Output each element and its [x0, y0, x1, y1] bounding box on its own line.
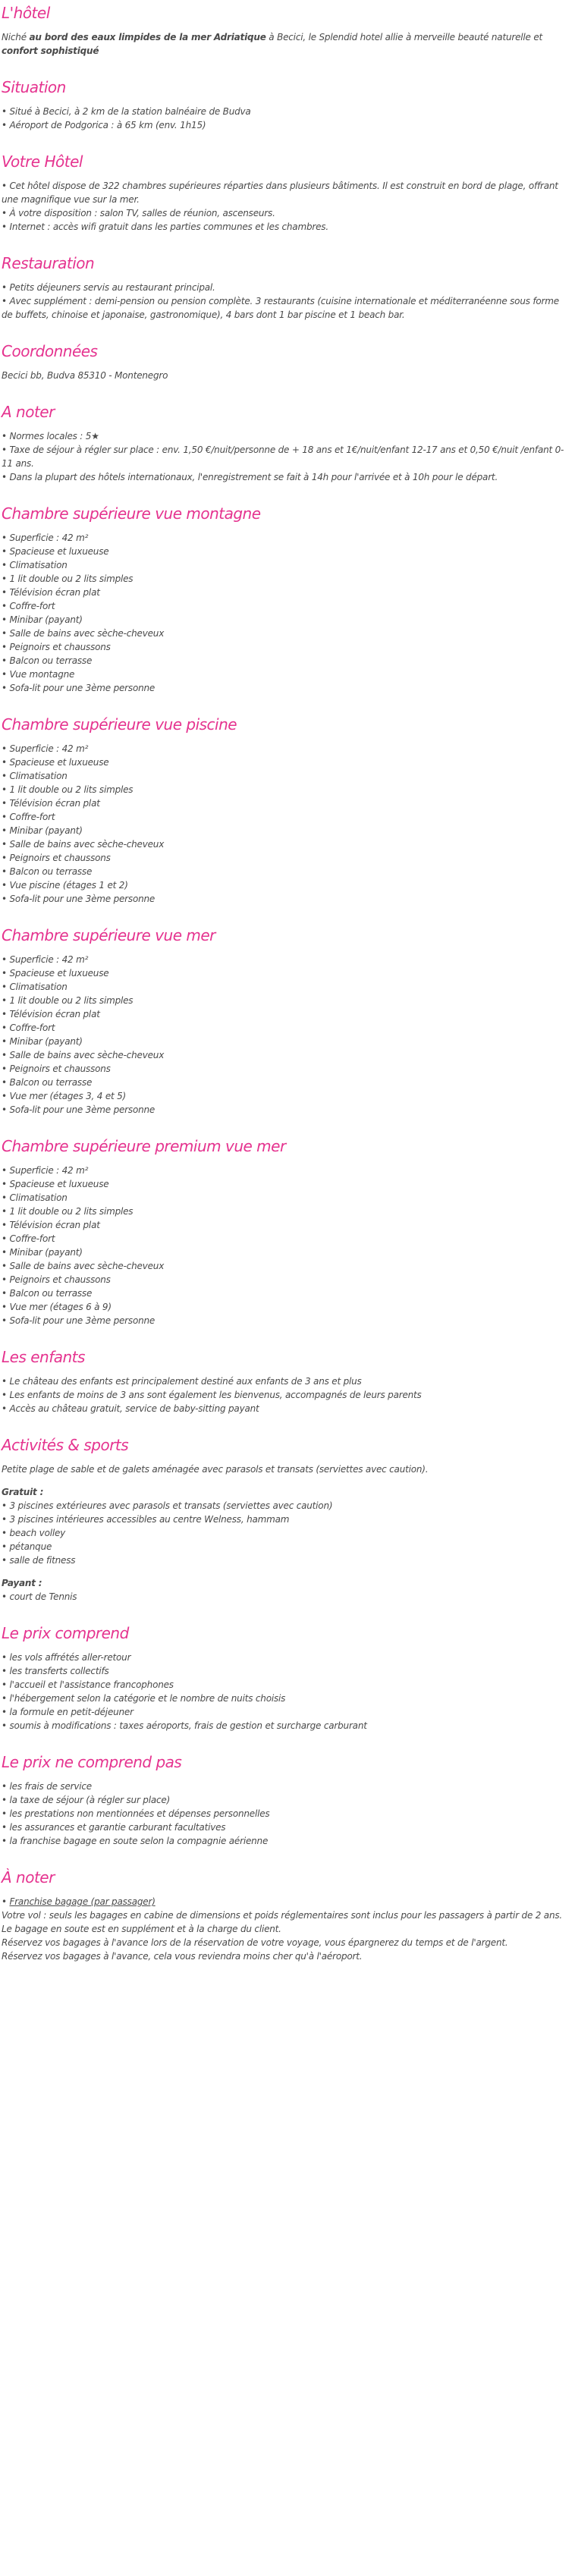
bagage-notes — [2, 1908, 572, 1963]
list-item: • Le château des enfants est principalement destiné aux enfants de 3 ans et plus — [2, 1374, 572, 1388]
list-item: • l'hébergement selon la catégorie et le nombre de nuits choisis — [2, 1692, 572, 1705]
franchise-bagage-link[interactable]: Franchise bagage (par passager) — [9, 1896, 156, 1907]
list-item: • les frais de service — [2, 1780, 572, 1793]
payant-label: Payant : — [2, 1578, 42, 1588]
list-item: • les assurances et garantie carburant facultatives — [2, 1820, 572, 1834]
hotel-address: Becici bb, Budva 85310 - Montenegro — [2, 370, 168, 381]
list-item: • 1 lit double ou 2 lits simples — [2, 994, 572, 1007]
list-item: • les transferts collectifs — [2, 1664, 572, 1678]
list-item: • Avec supplément : demi-pension ou pension complète. 3 restaurants (cuisine internationale et méditerranéenne sous forme de buffets, chinoise et japonaise, gastronomique), 4 bars dont 1 bar piscine et 1 beach bar. — [2, 294, 572, 322]
payant-list — [2, 1590, 572, 1604]
list-item: • Salle de bains avec sèche-cheveux — [2, 837, 572, 851]
list-item: • Peignoirs et chaussons — [2, 640, 572, 654]
list-item: • Internet : accès wifi gratuit dans les parties communes et les chambres. — [2, 220, 572, 234]
section-title-a-noter-bagages: À noter — [2, 1868, 55, 1886]
list-item: • Accès au château gratuit, service de baby-sitting payant — [2, 1402, 572, 1415]
list-item: • Sofa-lit pour une 3ème personne — [2, 681, 572, 695]
intro-text-middle: à Becici, le Splendid hotel allie à merveille beauté naturelle et — [266, 32, 543, 42]
list-item: • Dans la plupart des hôtels internationaux, l'enregistrement se fait à 14h pour l'arrivée et à 10h pour le départ. — [2, 470, 572, 484]
hotel-intro — [2, 30, 572, 58]
list-item: • la franchise bagage en soute selon la compagnie aérienne — [2, 1834, 572, 1848]
section-prix-ne-comprend — [2, 1752, 572, 1848]
list-item: • l'accueil et l'assistance francophones — [2, 1678, 572, 1692]
activites-intro: Petite plage de sable et de galets aménagée avec parasols et transats (serviettes avec caution). — [2, 1464, 429, 1475]
list-item: • 3 piscines extérieures avec parasols et transats (serviettes avec caution) — [2, 1499, 572, 1513]
note-line: Le bagage en soute est en supplément et à la charge du client. — [2, 1924, 281, 1934]
gratuit-list — [2, 1499, 572, 1567]
list-item: • Spacieuse et luxueuse — [2, 1177, 572, 1191]
list-item: • la taxe de séjour (à régler sur place) — [2, 1793, 572, 1807]
list-item: • Vue mer (étages 3, 4 et 5) — [2, 1089, 572, 1103]
note-line: Réservez vos bagages à l'avance, cela vous reviendra moins cher qu'à l'aéroport. — [2, 1951, 363, 1962]
list-item: • Balcon ou terrasse — [2, 1076, 572, 1089]
list-item: • Peignoirs et chaussons — [2, 1062, 572, 1076]
section-chambre-mer — [2, 925, 572, 1117]
section-enfants — [2, 1347, 572, 1415]
intro-bold-comfort: confort sophistiqué — [2, 46, 99, 56]
list-item: • Superficie : 42 m² — [2, 742, 572, 756]
list-item: • pétanque — [2, 1540, 572, 1553]
list-item: • Climatisation — [2, 1191, 572, 1205]
list-item: • Télévision écran plat — [2, 586, 572, 599]
list-item: • Les enfants de moins de 3 ans sont également les bienvenus, accompagnés de leurs parents — [2, 1388, 572, 1402]
list-item: • Salle de bains avec sèche-cheveux — [2, 627, 572, 640]
list-item: • Salle de bains avec sèche-cheveux — [2, 1259, 572, 1273]
spacer — [2, 1476, 572, 1485]
chambre-mer-list — [2, 953, 572, 1117]
chambre-montagne-list — [2, 531, 572, 695]
list-item: • beach volley — [2, 1526, 572, 1540]
section-chambre-montagne — [2, 504, 572, 695]
list-item: • 1 lit double ou 2 lits simples — [2, 1205, 572, 1218]
intro-bold-location: au bord des eaux limpides de la mer Adriatique — [29, 32, 266, 42]
list-item: • Situé à Becici, à 2 km de la station balnéaire de Budva — [2, 105, 572, 118]
list-item: • Normes locales : 5★ — [2, 429, 572, 443]
section-a-noter — [2, 402, 572, 484]
list-item: • soumis à modifications : taxes aéroports, frais de gestion et surcharge carburant — [2, 1719, 572, 1733]
section-restauration — [2, 253, 572, 322]
list-item: • Sofa-lit pour une 3ème personne — [2, 1103, 572, 1117]
list-item: • Coffre-fort — [2, 1232, 572, 1246]
spacer — [2, 1567, 572, 1576]
list-item: • Climatisation — [2, 980, 572, 994]
list-item: • 1 lit double ou 2 lits simples — [2, 783, 572, 796]
votre-hotel-list — [2, 179, 572, 234]
section-title-restauration: Restauration — [2, 254, 95, 272]
list-item: • salle de fitness — [2, 1553, 572, 1567]
section-title-prix-comprend: Le prix comprend — [2, 1624, 129, 1642]
list-item: • Cet hôtel dispose de 322 chambres supérieures réparties dans plusieurs bâtiments. Il est construit en bord de plage, offrant une magnifique vue sur la mer. — [2, 179, 572, 206]
section-title-votre-hotel: Votre Hôtel — [2, 152, 83, 171]
section-title-hotel: L'hôtel — [2, 4, 50, 22]
list-item: • Taxe de séjour à régler sur place : env. 1,50 €/nuit/personne de + 18 ans et 1€/nuit/enfant 12-17 ans et 0,50 €/nuit /enfant 0-11 ans. — [2, 443, 572, 470]
list-item: • 3 piscines intérieures accessibles au centre Welness, hammam — [2, 1513, 572, 1526]
note-line: Votre vol : seuls les bagages en cabine de dimensions et poids réglementaires sont inclus pour les passagers à partir de 2 ans. — [2, 1910, 563, 1921]
list-item: • Coffre-fort — [2, 599, 572, 613]
list-item: • Sofa-lit pour une 3ème personne — [2, 1314, 572, 1327]
section-situation — [2, 77, 572, 132]
section-chambre-piscine — [2, 715, 572, 906]
prix-comprend-list — [2, 1651, 572, 1733]
chambre-premium-list — [2, 1164, 572, 1327]
list-item: • Balcon ou terrasse — [2, 1286, 572, 1300]
section-title-chambre-piscine: Chambre supérieure vue piscine — [2, 715, 237, 734]
section-coordonnees — [2, 341, 572, 382]
list-item: • les vols affrétés aller-retour — [2, 1651, 572, 1664]
list-item: • Télévision écran plat — [2, 796, 572, 810]
page — [0, 3, 575, 1998]
intro-text: Niché — [2, 32, 30, 42]
list-item: • Peignoirs et chaussons — [2, 851, 572, 865]
list-item: • Vue montagne — [2, 668, 572, 681]
list-item: • Superficie : 42 m² — [2, 1164, 572, 1177]
list-item: • Minibar (payant) — [2, 824, 572, 837]
list-item: • Petits déjeuners servis au restaurant principal. — [2, 281, 572, 294]
situation-list — [2, 105, 572, 132]
list-item: • Superficie : 42 m² — [2, 531, 572, 545]
enfants-list — [2, 1374, 572, 1415]
list-item: • Spacieuse et luxueuse — [2, 756, 572, 769]
list-item: • 1 lit double ou 2 lits simples — [2, 572, 572, 586]
list-item: • Vue piscine (étages 1 et 2) — [2, 878, 572, 892]
chambre-piscine-list — [2, 742, 572, 906]
list-item: • Minibar (payant) — [2, 1035, 572, 1048]
list-item: • Peignoirs et chaussons — [2, 1273, 572, 1286]
section-activites — [2, 1435, 572, 1604]
section-hotel — [2, 3, 572, 58]
list-item: • Aéroport de Podgorica : à 65 km (env. 1h15) — [2, 118, 572, 132]
section-title-chambre-mer: Chambre supérieure vue mer — [2, 926, 215, 944]
section-title-a-noter: A noter — [2, 403, 55, 421]
section-title-activites: Activités & sports — [2, 1436, 129, 1454]
list-item: • Coffre-fort — [2, 810, 572, 824]
section-title-coordonnees: Coordonnées — [2, 342, 98, 360]
list-item: • Balcon ou terrasse — [2, 654, 572, 668]
section-chambre-premium — [2, 1136, 572, 1327]
section-title-prix-ne-comprend: Le prix ne comprend pas — [2, 1753, 182, 1771]
list-item: • les prestations non mentionnées et dépenses personnelles — [2, 1807, 572, 1820]
restauration-list — [2, 281, 572, 322]
list-item: • Télévision écran plat — [2, 1007, 572, 1021]
list-item: • Climatisation — [2, 769, 572, 783]
list-item: • Balcon ou terrasse — [2, 865, 572, 878]
list-item: • Minibar (payant) — [2, 1246, 572, 1259]
list-item: • Sofa-lit pour une 3ème personne — [2, 892, 572, 906]
section-title-situation: Situation — [2, 78, 66, 96]
section-votre-hotel — [2, 152, 572, 234]
section-title-chambre-premium: Chambre supérieure premium vue mer — [2, 1137, 286, 1155]
list-item: • Salle de bains avec sèche-cheveux — [2, 1048, 572, 1062]
note-line: Réservez vos bagages à l'avance lors de la réservation de votre voyage, vous épargnerez du temps et de l'argent. — [2, 1937, 508, 1948]
list-item: • Coffre-fort — [2, 1021, 572, 1035]
list-item: • À votre disposition : salon TV, salles de réunion, ascenseurs. — [2, 206, 572, 220]
a-noter-list — [2, 429, 572, 484]
prix-ne-comprend-list — [2, 1780, 572, 1848]
section-prix-comprend — [2, 1623, 572, 1733]
list-item: • Spacieuse et luxueuse — [2, 545, 572, 558]
list-item: • Spacieuse et luxueuse — [2, 966, 572, 980]
gratuit-label: Gratuit : — [2, 1487, 44, 1497]
list-item: • Télévision écran plat — [2, 1218, 572, 1232]
list-item: • la formule en petit-déjeuner — [2, 1705, 572, 1719]
section-a-noter-bagages — [2, 1868, 572, 1963]
section-title-chambre-montagne: Chambre supérieure vue montagne — [2, 504, 261, 523]
franchise-bagage-item: • Franchise bagage (par passager) — [2, 1896, 156, 1907]
list-item: • Minibar (payant) — [2, 613, 572, 627]
list-item: • court de Tennis — [2, 1590, 572, 1604]
list-item: • Vue mer (étages 6 à 9) — [2, 1300, 572, 1314]
list-item: • Superficie : 42 m² — [2, 953, 572, 966]
list-item: • Climatisation — [2, 558, 572, 572]
section-title-enfants: Les enfants — [2, 1348, 85, 1366]
